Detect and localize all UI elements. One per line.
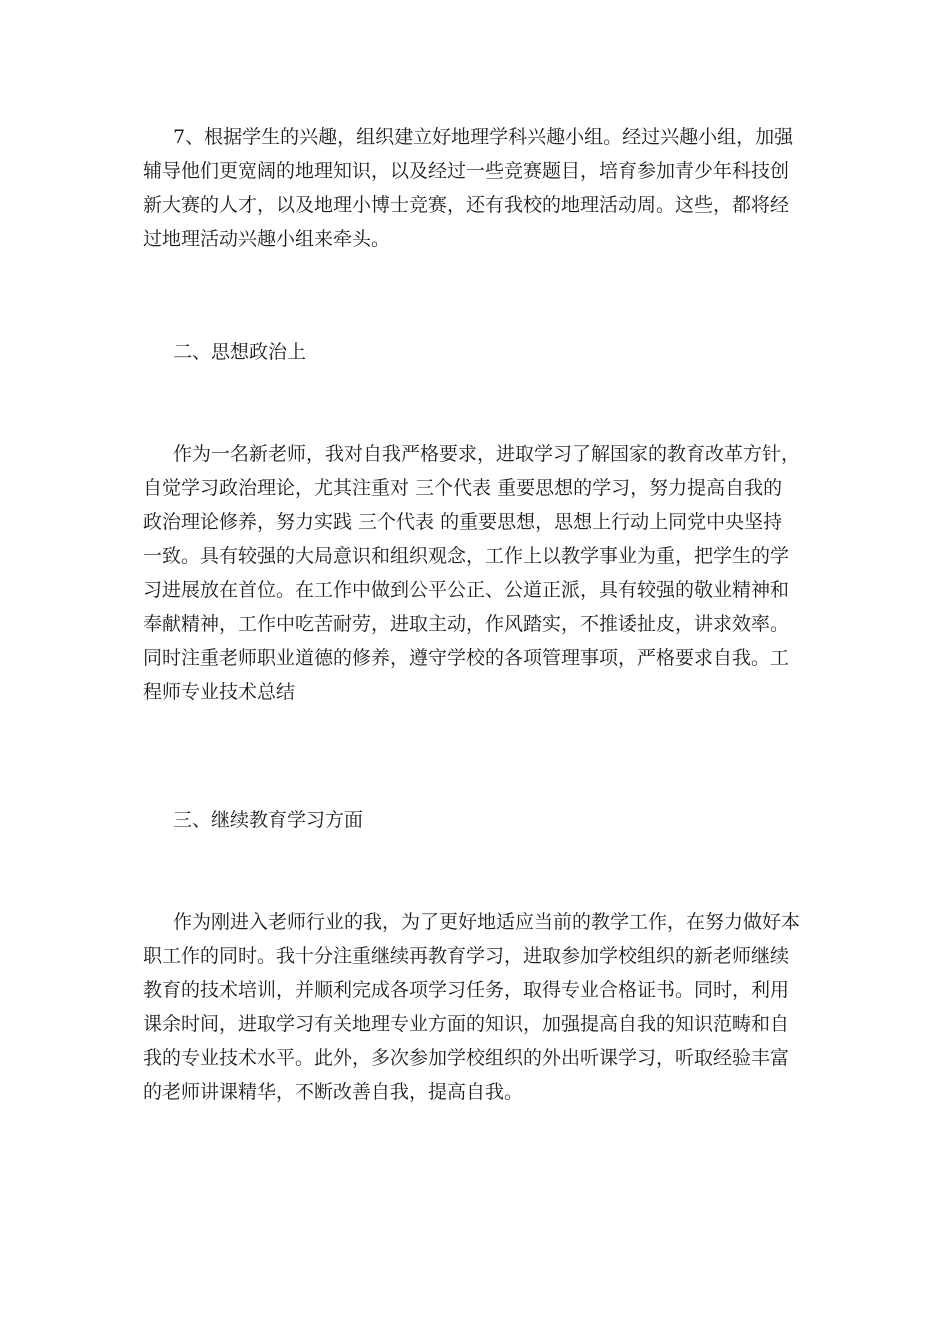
paragraph-line: 我的专业技术水平。此外，多次参加学校组织的外出听课学习，听取经验丰富 bbox=[143, 1047, 790, 1069]
paragraph-line: 辅导他们更宽阔的地理知识，以及经过一些竞赛题目，培育参加青少年科技创 bbox=[143, 160, 790, 182]
paragraph-line: 7、根据学生的兴趣，组织建立好地理学科兴趣小组。经过兴趣小组，加强 bbox=[173, 126, 794, 148]
paragraph-line: 自觉学习政治理论，尤其注重对 三个代表 重要思想的学习，努力提高自我的 bbox=[143, 477, 783, 499]
paragraph-line: 过地理活动兴趣小组来牵头。 bbox=[143, 228, 391, 250]
paragraph-line: 的老师讲课精华，不断改善自我，提高自我。 bbox=[143, 1081, 524, 1103]
paragraph-politics bbox=[143, 437, 807, 709]
paragraph-line: 作为刚进入老师行业的我，为了更好地适应当前的教学工作，在努力做好本 bbox=[173, 911, 801, 933]
paragraph-line: 奉献精神，工作中吃苦耐劳，进取主动，作风踏实，不推诿扯皮，讲求效率。 bbox=[143, 613, 790, 635]
paragraph-interest-groups bbox=[143, 120, 807, 256]
paragraph-line: 政治理论修养，努力实践 三个代表 的重要思想，思想上行动上同党中央坚持 bbox=[143, 511, 783, 533]
section-heading-politics: 二、思想政治上 bbox=[173, 341, 307, 363]
paragraph-line: 作为一名新老师，我对自我严格要求，进取学习了解国家的教育改革方针， bbox=[173, 443, 801, 465]
paragraph-line: 同时注重老师职业道德的修养，遵守学校的各项管理事项，严格要求自我。工 bbox=[143, 647, 790, 669]
paragraph-line: 程师专业技术总结 bbox=[143, 681, 296, 703]
paragraph-line: 职工作的同时。我十分注重继续再教育学习，进取参加学校组织的新老师继续 bbox=[143, 945, 790, 967]
section-heading-continuing-education: 三、继续教育学习方面 bbox=[173, 809, 364, 831]
paragraph-line: 新大赛的人才，以及地理小博士竞赛，还有我校的地理活动周。这些，都将经 bbox=[143, 194, 790, 216]
paragraph-continuing-education bbox=[143, 905, 807, 1109]
paragraph-line: 习进展放在首位。在工作中做到公平公正、公道正派，具有较强的敬业精神和 bbox=[143, 579, 790, 601]
paragraph-line: 教育的技术培训，并顺利完成各项学习任务，取得专业合格证书。同时，利用 bbox=[143, 979, 790, 1001]
paragraph-line: 课余时间，进取学习有关地理专业方面的知识，加强提高自我的知识范畴和自 bbox=[143, 1013, 790, 1035]
paragraph-line: 一致。具有较强的大局意识和组织观念，工作上以教学事业为重，把学生的学 bbox=[143, 545, 790, 567]
